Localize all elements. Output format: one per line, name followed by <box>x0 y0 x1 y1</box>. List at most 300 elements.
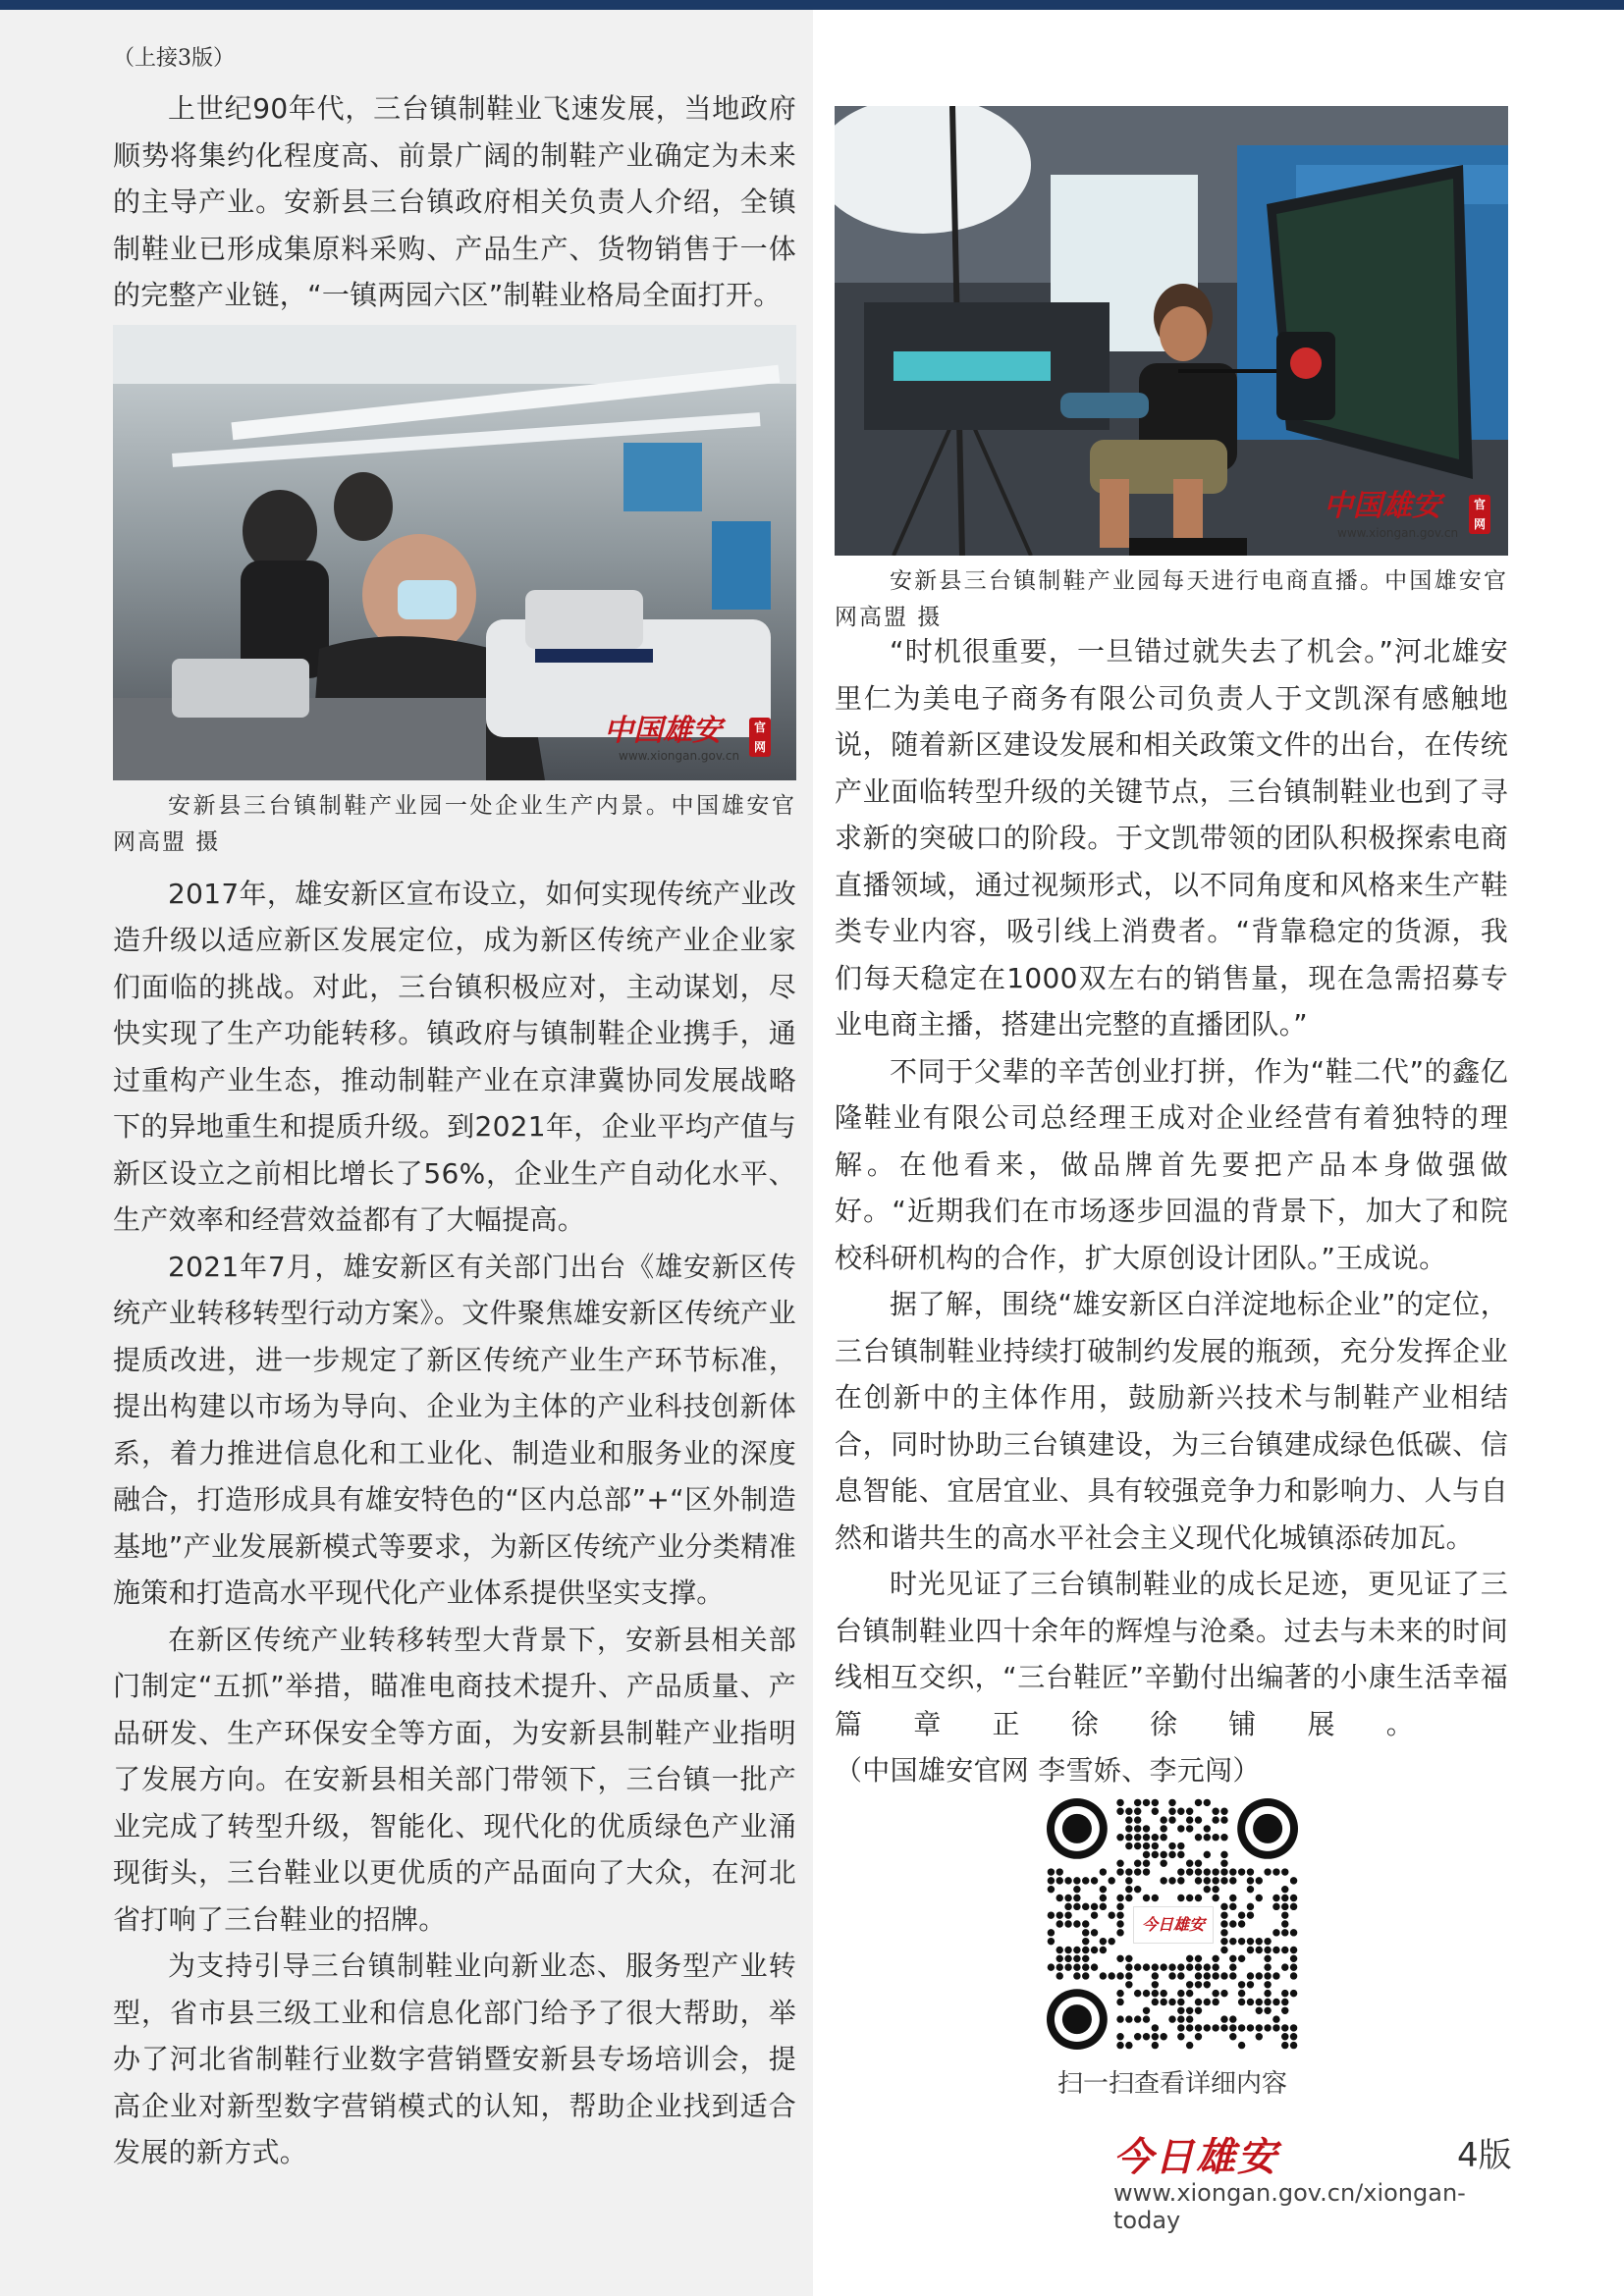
qr-module <box>1264 1972 1271 1979</box>
continued-from-note: （上接3版） <box>113 46 235 71</box>
livestream-photo-caption: 安新县三台镇制鞋产业园每天进行电商直播。中国雄安官网高盟 摄 <box>835 568 1508 630</box>
qr-module <box>1143 1963 1150 1970</box>
qr-module <box>1134 1859 1141 1866</box>
qr-module <box>1082 1920 1089 1927</box>
qr-module <box>1204 1834 1211 1841</box>
qr-module <box>1212 1808 1218 1815</box>
qr-module <box>1204 1799 1211 1806</box>
qr-module <box>1108 1911 1114 1918</box>
qr-module <box>1125 1868 1132 1875</box>
qr-module <box>1220 1903 1227 1910</box>
qr-module <box>1272 1895 1279 1901</box>
qr-module <box>1152 1834 1159 1841</box>
qr-module <box>1290 1895 1297 1901</box>
article-paragraph: 上世纪90年代，三台镇制鞋业飞速发展，当地政府顺势将集约化程度高、前景广阔的制鞋产业确定为未来的主导产业。安新县三台镇政府相关负责人介绍，全镇制鞋业已形成集原料采购、产品生产、货物销售于一体的完整产业链，“一镇两园六区”制鞋业格局全面打开。 <box>113 92 796 311</box>
qr-module <box>1256 1938 1263 1945</box>
qr-module <box>1177 1851 1184 1858</box>
qr-module <box>1082 1972 1089 1979</box>
qr-module <box>1272 2024 1279 2031</box>
qr-module <box>1195 1834 1202 1841</box>
qr-module <box>1073 1920 1080 1927</box>
qr-module <box>1134 1816 1141 1823</box>
qr-module <box>1264 1999 1271 2005</box>
qr-module <box>1177 1963 1184 1970</box>
qr-module <box>1116 1808 1123 1815</box>
qr-module <box>1152 1808 1159 1815</box>
qr-module <box>1186 2007 1193 2014</box>
qr-module <box>1177 2007 1184 2014</box>
qr-module <box>1238 1868 1245 1875</box>
footer-masthead: 今日雄安 <box>1113 2134 1278 2180</box>
qr-module <box>1195 2033 1202 2040</box>
qr-module <box>1168 1808 1175 1815</box>
qr-center-logo <box>1133 1906 1214 1944</box>
qr-module <box>1186 1816 1193 1823</box>
qr-module <box>1272 1947 1279 1953</box>
qr-module <box>1048 1929 1055 1936</box>
qr-module <box>1168 1877 1175 1884</box>
qr-module <box>1100 1903 1107 1910</box>
qr-module <box>1134 1834 1141 1841</box>
qr-module <box>1204 1851 1211 1858</box>
qr-module <box>1116 2033 1123 2040</box>
qr-module <box>1212 1999 1218 2005</box>
qr-module <box>1195 1868 1202 1875</box>
qr-module <box>1229 1903 1236 1910</box>
qr-module <box>1220 1834 1227 1841</box>
qr-module <box>1160 1825 1166 1832</box>
qr-module <box>1272 1868 1279 1875</box>
qr-module <box>1220 2024 1227 2031</box>
qr-module <box>1082 1938 1089 1945</box>
qr-module <box>1186 1955 1193 1962</box>
qr-module <box>1290 1963 1297 1970</box>
qr-module <box>1125 1825 1132 1832</box>
qr-module <box>1134 1842 1141 1849</box>
qr-module <box>1091 1903 1098 1910</box>
qr-module <box>1195 1955 1202 1962</box>
qr-module <box>1177 2015 1184 2022</box>
qr-module <box>1152 1851 1159 1858</box>
qr-module <box>1073 1963 1080 1970</box>
qr-module <box>1073 1903 1080 1910</box>
qr-module <box>1281 1911 1288 1918</box>
qr-module <box>1177 1895 1184 1901</box>
qr-module <box>1229 2015 1236 2022</box>
qr-module <box>1073 1955 1080 1962</box>
qr-module <box>1091 1911 1098 1918</box>
qr-module <box>1212 1868 1218 1875</box>
qr-module <box>1281 1886 1288 1893</box>
qr-module <box>1186 1859 1193 1866</box>
qr-module <box>1091 1963 1098 1970</box>
qr-module <box>1143 1799 1150 1806</box>
qr-module <box>1247 1999 1254 2005</box>
qr-module <box>1064 1963 1071 1970</box>
qr-module <box>1056 1877 1063 1884</box>
qr-module <box>1143 1990 1150 1997</box>
qr-module <box>1116 1911 1123 1918</box>
qr-module <box>1290 2024 1297 2031</box>
qr-module <box>1290 2042 1297 2049</box>
qr-module <box>1143 1825 1150 1832</box>
qr-module <box>1116 1920 1123 1927</box>
article-paragraph: 在新区传统产业转移转型大背景下，安新县相关部门制定“五抓”举措，瞄准电商技术提升、产品质量、产品研发、生产环保安全等方面，为安新县制鞋产业指明了发展方向。在安新县相关部门带领下，三台镇一批产业完成了转型升级，智能化、现代化的优质绿色产业涌现街头，三台鞋业以更优质的产品面向了大众，在河北省打响了三台鞋业的招牌。 <box>113 1623 796 1936</box>
qr-module <box>1116 1799 1123 1806</box>
qr-module <box>1160 2033 1166 2040</box>
qr-module <box>1116 1990 1123 1997</box>
qr-module <box>1220 1851 1227 1858</box>
qr-module <box>1220 1877 1227 1884</box>
qr-module <box>1212 1895 1218 1901</box>
qr-module <box>1272 1972 1279 1979</box>
qr-module <box>1264 1955 1271 1962</box>
qr-module <box>1281 1963 1288 1970</box>
qr-module <box>1064 1895 1071 1901</box>
watermark-url: www.xiongan.gov.cn <box>619 748 740 763</box>
qr-module <box>1247 1911 1254 1918</box>
qr-module <box>1168 1816 1175 1823</box>
qr-module <box>1082 1877 1089 1884</box>
qr-module <box>1204 1868 1211 1875</box>
qr-module <box>1152 1963 1159 1970</box>
qr-module <box>1290 1947 1297 1953</box>
qr-module <box>1125 1981 1132 1988</box>
qr-module <box>1125 1972 1132 1979</box>
qr-module <box>1256 2024 1263 2031</box>
qr-module <box>1247 1886 1254 1893</box>
article-paragraph <box>835 1561 1508 1794</box>
qr-module <box>1160 1859 1166 1866</box>
article-paragraph: 2021年7月，雄安新区有关部门出台《雄安新区传统产业转移转型行动方案》。文件聚焦雄安新区传统产业提质改进，进一步规定了新区传统产业生产环节标准，提出构建以市场为导向、企业为主体的产业科技创新体系，着力推进信息化和工业化、制造业和服务业的深度融合，打造形成具有雄安特色的“区内总部”+“区外制造基地”产业发展新模式等要求，为新区传统产业分类精准施策和打造高水平现代化产业体系提供坚实支撑。 <box>113 1250 796 1609</box>
qr-module <box>1264 1938 1271 1945</box>
qr-module <box>1195 1816 1202 1823</box>
qr-module <box>1160 1990 1166 1997</box>
qr-module <box>1134 1868 1141 1875</box>
qr-module <box>1212 1816 1218 1823</box>
qr-center-label: 今日雄安 <box>1141 1915 1205 1934</box>
qr-module <box>1281 1868 1288 1875</box>
qr-module <box>1073 1886 1080 1893</box>
qr-module <box>1195 1895 1202 1901</box>
qr-module <box>1204 1999 1211 2005</box>
qr-module <box>1220 1990 1227 1997</box>
qr-module <box>1134 1990 1141 1997</box>
qr-module <box>1125 1842 1132 1849</box>
qr-module <box>1160 1834 1166 1841</box>
qr-module <box>1143 2007 1150 2014</box>
qr-module <box>1177 1999 1184 2005</box>
qr-module <box>1073 1895 1080 1901</box>
qr-module <box>1125 1808 1132 1815</box>
qr-module <box>1152 1981 1159 1988</box>
qr-module <box>1238 2042 1245 2049</box>
qr-module <box>1168 1851 1175 1858</box>
qr-module <box>1290 1877 1297 1884</box>
qr-module <box>1125 1834 1132 1841</box>
qr-module <box>1056 1955 1063 1962</box>
qr-module <box>1229 1877 1236 1884</box>
qr-module <box>1125 1816 1132 1823</box>
qr-module <box>1168 2015 1175 2022</box>
qr-module <box>1204 1877 1211 1884</box>
qr-module <box>1082 1955 1089 1962</box>
qr-module <box>1220 1929 1227 1936</box>
qr-module <box>1195 1877 1202 1884</box>
qr-module <box>1125 1963 1132 1970</box>
qr-module <box>1143 2033 1150 2040</box>
qr-module <box>1116 1859 1123 1866</box>
qr-module <box>1220 2015 1227 2022</box>
qr-module <box>1238 1938 1245 1945</box>
watermark-seal: 官网 <box>1469 495 1490 534</box>
article-paragraph: “时机很重要，一旦错过就失去了机会。”河北雄安里仁为美电子商务有限公司负责人于文凯深有感触地说，随着新区建设发展和相关政策文件的出台，在传统产业面临转型升级的关键节点，三台镇制鞋业也到了寻求新的突破口的阶段。于文凯带领的团队积极探索电商直播领域，通过视频形式，以不同角度和风格来生产鞋类专业内容，吸引线上消费者。“背靠稳定的货源，我们每天稳定在1000双左右的销售量，现在急需招募专业电商主播，搭建出完整的直播团队。” <box>835 635 1508 1041</box>
qr-module <box>1152 1799 1159 1806</box>
qr-module <box>1264 2024 1271 2031</box>
footer-url[interactable]: www.xiongan.gov.cn/xiongan-today <box>1113 2179 1466 2234</box>
qr-module <box>1220 1911 1227 1918</box>
qr-module <box>1056 1972 1063 1979</box>
qr-module <box>1281 1920 1288 1927</box>
qr-module <box>1125 1895 1132 1901</box>
watermark-url: www.xiongan.gov.cn <box>1337 526 1459 540</box>
qr-module <box>1064 1955 1071 1962</box>
watermark-logo: 中国雄安 <box>1324 489 1441 523</box>
qr-module <box>1152 1999 1159 2005</box>
qr-module <box>1048 1911 1055 1918</box>
qr-module <box>1256 1895 1263 1901</box>
qr-module <box>1152 2024 1159 2031</box>
qr-module <box>1195 1859 1202 1866</box>
qr-module <box>1143 1834 1150 1841</box>
qr-module <box>1229 1955 1236 1962</box>
qr-module <box>1272 2015 1279 2022</box>
qr-module <box>1264 2007 1271 2014</box>
qr-module <box>1186 1981 1193 1988</box>
qr-module <box>1168 1842 1175 1849</box>
livestream-photo <box>835 106 1508 556</box>
page-edition: 4版 <box>1457 2136 1512 2175</box>
qr-module <box>1056 1963 1063 1970</box>
qr-module <box>1177 2033 1184 2040</box>
qr-module <box>1186 2042 1193 2049</box>
qr-module <box>1238 1999 1245 2005</box>
qr-module <box>1116 1834 1123 1841</box>
qr-caption: 扫一扫查看详细内容 <box>1056 2069 1287 2099</box>
qr-module <box>1100 1972 1107 1979</box>
qr-module <box>1116 2015 1123 2022</box>
qr-module <box>1056 1920 1063 1927</box>
qr-module <box>1125 1877 1132 1884</box>
qr-module <box>1264 1963 1271 1970</box>
qr-module <box>1290 1972 1297 1979</box>
qr-module <box>1082 1929 1089 1936</box>
qr-module <box>1229 1895 1236 1901</box>
factory-photo-caption: 安新县三台镇制鞋产业园一处企业生产内景。中国雄安官网高盟 摄 <box>113 792 796 855</box>
qr-module <box>1264 1947 1271 1953</box>
qr-module <box>1177 1808 1184 1815</box>
qr-module <box>1290 2033 1297 2040</box>
qr-module <box>1091 1929 1098 1936</box>
top-bar <box>0 0 1624 10</box>
qr-module <box>1073 1947 1080 1953</box>
article-byline: （中国雄安官网 李雪娇、李元闯） <box>835 1754 1261 1787</box>
qr-module <box>1116 1972 1123 1979</box>
qr-module <box>1152 1842 1159 1849</box>
qr-module <box>1048 1868 1055 1875</box>
qr-module <box>1229 1920 1236 1927</box>
qr-module <box>1160 1999 1166 2005</box>
qr-module <box>1177 1990 1184 1997</box>
qr-module <box>1281 2042 1288 2049</box>
qr-module <box>1134 2015 1141 2022</box>
qr-module <box>1116 1903 1123 1910</box>
qr-module <box>1100 1868 1107 1875</box>
qr-module <box>1212 1972 1218 1979</box>
qr-module <box>1108 1877 1114 1884</box>
qr-module <box>1125 1886 1132 1893</box>
qr-module <box>1220 1808 1227 1815</box>
qr-module <box>1143 1868 1150 1875</box>
qr-module <box>1177 1868 1184 1875</box>
qr-module <box>1134 1963 1141 1970</box>
qr-module <box>1064 1911 1071 1918</box>
factory-photo <box>113 325 796 780</box>
qr-module <box>1264 1981 1271 1988</box>
qr-module <box>1272 1903 1279 1910</box>
qr-code-block <box>1047 1798 1298 2100</box>
qr-module <box>1134 1886 1141 1893</box>
qr-module <box>1256 1947 1263 1953</box>
article-paragraph: 据了解，围绕“雄安新区白洋淀地标企业”的定位，三台镇制鞋业持续打破制约发展的瓶颈，充分发挥企业在创新中的主体作用，鼓励新兴技术与制鞋产业相结合，同时协助三台镇建设，为三台镇建成绿色低碳、信息智能、宜居宜业、具有较强竞争力和影响力、人与自然和谐共生的高水平社会主义现代化城镇添砖加瓦。 <box>835 1288 1508 1554</box>
qr-module <box>1281 1929 1288 1936</box>
left-column <box>113 44 796 2176</box>
qr-module <box>1229 2024 1236 2031</box>
qr-module <box>1168 1972 1175 1979</box>
qr-module <box>1290 1903 1297 1910</box>
qr-module <box>1116 2042 1123 2049</box>
qr-module <box>1238 1920 1245 1927</box>
qr-module <box>1125 2042 1132 2049</box>
qr-module <box>1091 1947 1098 1953</box>
qr-module <box>1100 1886 1107 1893</box>
qr-module <box>1290 1955 1297 1962</box>
qr-module <box>1272 1929 1279 1936</box>
qr-module <box>1264 1990 1271 1997</box>
qr-module <box>1177 1972 1184 1979</box>
qr-finder-pattern <box>1062 1814 1092 1843</box>
qr-module <box>1152 1972 1159 1979</box>
qr-module <box>1195 1799 1202 1806</box>
qr-module <box>1204 1963 1211 1970</box>
qr-module <box>1143 1859 1150 1866</box>
qr-module <box>1152 2033 1159 2040</box>
qr-module <box>1256 1999 1263 2005</box>
qr-module <box>1220 1868 1227 1875</box>
qr-module <box>1056 1911 1063 1918</box>
qr-module <box>1204 1825 1211 1832</box>
qr-module <box>1091 1877 1098 1884</box>
qr-module <box>1229 2033 1236 2040</box>
qr-module <box>1177 1825 1184 1832</box>
qr-module <box>1048 1938 1055 1945</box>
closing-paragraph-text: 时光见证了三台镇制鞋业的成长足迹，更见证了三台镇制鞋业四十余年的辉煌与沧桑。过去与未来的时间线相互交织，“三台鞋匠”辛勤付出编著的小康生活幸福篇章正徐徐铺展。 <box>835 1568 1508 1740</box>
qr-module <box>1160 1963 1166 1970</box>
qr-finder-pattern <box>1253 1814 1282 1843</box>
article-paragraph: 为支持引导三台镇制鞋业向新业态、服务型产业转型，省市县三级工业和信息化部门给予了很大帮助，举办了河北省制鞋行业数字营销暨安新县专场培训会，提高企业对新型数字营销模式的认知，帮助企业找到适合发展的新方式。 <box>113 1949 796 2168</box>
qr-module <box>1290 1990 1297 1997</box>
qr-module <box>1229 1868 1236 1875</box>
qr-module <box>1186 2024 1193 2031</box>
qr-module <box>1212 1877 1218 1884</box>
qr-module <box>1212 1886 1218 1893</box>
qr-module <box>1134 2033 1141 2040</box>
qr-module <box>1160 1851 1166 1858</box>
qr-module <box>1152 1895 1159 1901</box>
qr-module <box>1116 1955 1123 1962</box>
qr-module <box>1195 1963 1202 1970</box>
qr-module <box>1186 1895 1193 1901</box>
qr-module <box>1134 1799 1141 1806</box>
qr-code[interactable] <box>1047 1798 1298 2050</box>
qr-module <box>1195 2007 1202 2014</box>
qr-module <box>1073 1972 1080 1979</box>
qr-module <box>1160 1816 1166 1823</box>
qr-module <box>1238 1981 1245 1988</box>
qr-module <box>1281 1903 1288 1910</box>
qr-module <box>1238 1955 1245 1962</box>
qr-module <box>1152 1990 1159 1997</box>
qr-module <box>1143 1842 1150 1849</box>
qr-module <box>1290 1929 1297 1936</box>
qr-module <box>1064 1920 1071 1927</box>
qr-module <box>1073 1877 1080 1884</box>
right-column <box>835 628 1508 1794</box>
qr-module <box>1116 1895 1123 1901</box>
qr-module <box>1048 1886 1055 1893</box>
qr-module <box>1116 1999 1123 2005</box>
qr-module <box>1229 1938 1236 1945</box>
qr-module <box>1204 2024 1211 2031</box>
qr-module <box>1116 1929 1123 1936</box>
qr-module <box>1212 1955 1218 1962</box>
qr-module <box>1056 1895 1063 1901</box>
article-paragraph: 2017年，雄安新区宣布设立，如何实现传统产业改造升级以适应新区发展定位，成为新区传统产业企业家们面临的挑战。对此，三台镇积极应对，主动谋划，尽快实现了生产功能转移。镇政府与镇制鞋企业携手，通过重构产业生态，推动制鞋产业在京津冀协同发展战略下的异地重生和提质升级。到2021年，企业平均产值与新区设立之前相比增长了56%，企业生产自动化水平、生产效率和经营效益都有了大幅提高。 <box>113 877 796 1236</box>
qr-module <box>1116 1868 1123 1875</box>
qr-module <box>1238 2024 1245 2031</box>
qr-module <box>1247 1947 1254 1953</box>
qr-module <box>1064 1903 1071 1910</box>
qr-module <box>1168 1799 1175 1806</box>
qr-module <box>1204 1981 1211 1988</box>
qr-module <box>1256 2033 1263 2040</box>
qr-module <box>1212 1963 1218 1970</box>
qr-module <box>1048 1877 1055 1884</box>
qr-module <box>1229 1972 1236 1979</box>
qr-module <box>1186 1868 1193 1875</box>
qr-module <box>1256 2007 1263 2014</box>
qr-module <box>1247 2024 1254 2031</box>
qr-module <box>1125 2015 1132 2022</box>
qr-module <box>1186 1808 1193 1815</box>
qr-module <box>1143 1895 1150 1901</box>
qr-module <box>1160 1877 1166 1884</box>
qr-module <box>1281 1947 1288 1953</box>
qr-module <box>1247 1981 1254 1988</box>
qr-module <box>1195 1999 1202 2005</box>
qr-module <box>1238 1911 1245 1918</box>
qr-module <box>1100 1895 1107 1901</box>
